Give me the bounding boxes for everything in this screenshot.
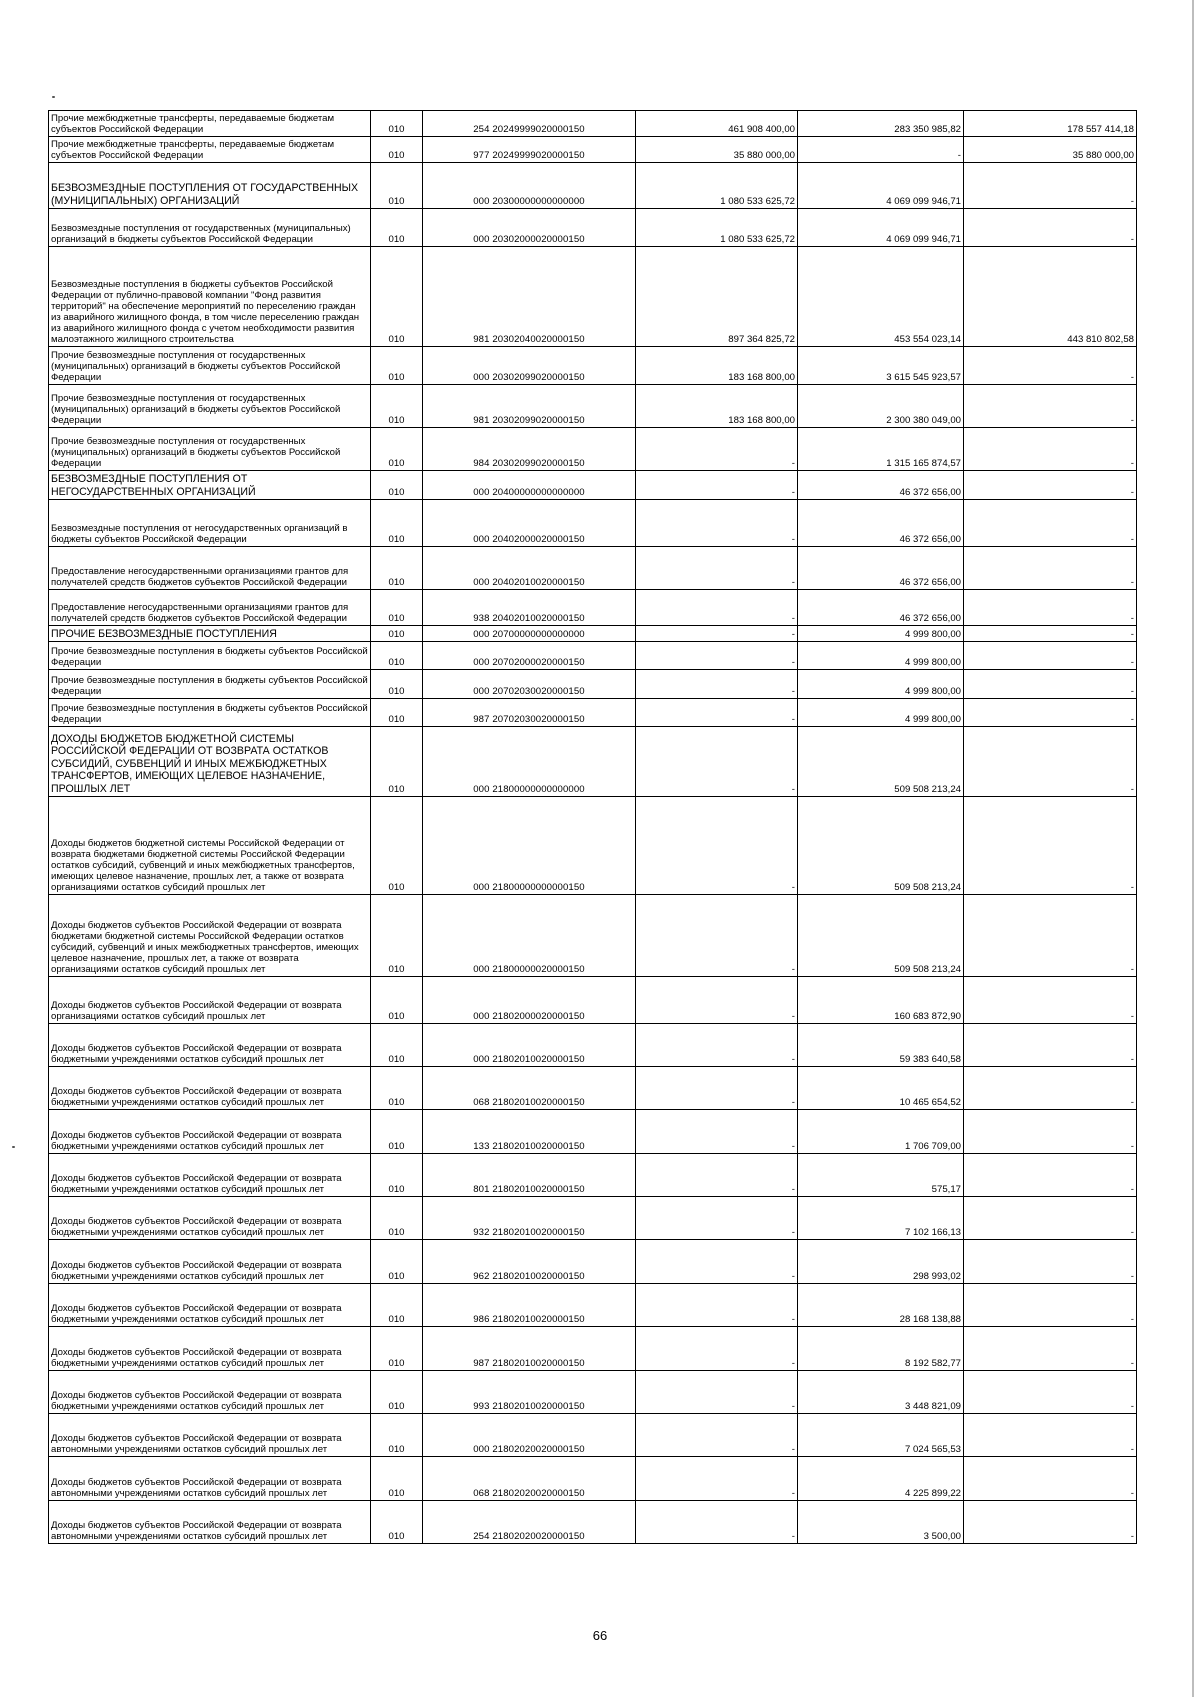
table-row — [49, 590, 1137, 626]
row-value-1-cell: 1 080 533 625,72 — [636, 163, 798, 209]
row-value-1-cell: - — [636, 1371, 798, 1414]
row-budget-code-cell: 000 20302099020000150 — [423, 347, 636, 385]
row-line-code-cell: 010 — [371, 642, 423, 670]
row-name-cell: Безвозмездные поступления от негосударственных организаций в бюджеты субъектов Российской Федерации — [49, 500, 371, 547]
row-value-3-cell: - — [964, 797, 1137, 895]
row-value-2-cell: 7 024 565,53 — [798, 1414, 964, 1457]
row-value-1-cell: - — [636, 428, 798, 471]
row-budget-code-cell: 000 20700000000000000 — [423, 626, 636, 642]
row-value-3-cell: - — [964, 209, 1137, 247]
row-value-1-cell: 183 168 800,00 — [636, 347, 798, 385]
row-value-3-cell: - — [964, 428, 1137, 471]
row-value-3-cell: - — [964, 163, 1137, 209]
row-line-code-cell: 010 — [371, 1154, 423, 1197]
row-value-3-cell: - — [964, 500, 1137, 547]
row-value-3-cell: 35 880 000,00 — [964, 137, 1137, 163]
table-row — [49, 1501, 1137, 1544]
row-value-1-cell: - — [636, 1414, 798, 1457]
row-budget-code-cell: 000 20402000020000150 — [423, 500, 636, 547]
row-line-code-cell: 010 — [371, 428, 423, 471]
row-value-1-cell: - — [636, 1067, 798, 1110]
table-row — [49, 111, 1137, 137]
row-value-1-cell: - — [636, 1501, 798, 1544]
row-value-1-cell: - — [636, 895, 798, 977]
revenue-table — [48, 110, 1137, 1544]
row-value-1-cell: 897 364 825,72 — [636, 247, 798, 347]
table-row — [49, 163, 1137, 209]
row-line-code-cell: 010 — [371, 1284, 423, 1327]
row-budget-code-cell: 000 21800000000000150 — [423, 797, 636, 895]
row-line-code-cell: 010 — [371, 209, 423, 247]
row-name-cell: Доходы бюджетов субъектов Российской Федерации от возврата бюджетными учреждениями остатков субсидий прошлых лет — [49, 1284, 371, 1327]
row-value-3-cell: - — [964, 1414, 1137, 1457]
row-line-code-cell: 010 — [371, 699, 423, 727]
row-value-2-cell: 4 225 899,22 — [798, 1457, 964, 1501]
row-budget-code-cell: 932 21802010020000150 — [423, 1197, 636, 1240]
row-budget-code-cell: 987 21802010020000150 — [423, 1327, 636, 1371]
row-name-cell: Прочие безвозмездные поступления в бюджеты субъектов Российской Федерации — [49, 642, 371, 670]
row-value-2-cell: 46 372 656,00 — [798, 500, 964, 547]
row-value-3-cell: - — [964, 895, 1137, 977]
report-sheet — [48, 110, 1136, 1544]
table-row — [49, 1024, 1137, 1067]
row-line-code-cell: 010 — [371, 1024, 423, 1067]
row-line-code-cell: 010 — [371, 347, 423, 385]
row-value-1-cell: - — [636, 500, 798, 547]
row-value-1-cell: - — [636, 1327, 798, 1371]
scan-speck — [12, 1146, 15, 1148]
row-budget-code-cell: 133 21802010020000150 — [423, 1110, 636, 1154]
row-line-code-cell: 010 — [371, 1327, 423, 1371]
row-value-1-cell: - — [636, 1197, 798, 1240]
row-name-cell: Прочие безвозмездные поступления в бюджеты субъектов Российской Федерации — [49, 670, 371, 699]
row-name-cell: Предоставление негосударственными организациями грантов для получателей средств бюджетов субъектов Российской Федерации — [49, 590, 371, 626]
row-budget-code-cell: 981 20302099020000150 — [423, 385, 636, 428]
table-row — [49, 1371, 1137, 1414]
row-value-2-cell: 1 315 165 874,57 — [798, 428, 964, 471]
row-name-cell: Доходы бюджетов субъектов Российской Федерации от возврата бюджетными учреждениями остатков субсидий прошлых лет — [49, 1024, 371, 1067]
row-value-2-cell: 160 683 872,90 — [798, 977, 964, 1024]
row-value-1-cell: - — [636, 626, 798, 642]
table-row — [49, 1197, 1137, 1240]
row-budget-code-cell: 977 20249999020000150 — [423, 137, 636, 163]
row-value-3-cell: - — [964, 385, 1137, 428]
row-budget-code-cell: 000 20402010020000150 — [423, 547, 636, 590]
table-row — [49, 1327, 1137, 1371]
row-value-1-cell: - — [636, 1110, 798, 1154]
row-line-code-cell: 010 — [371, 163, 423, 209]
row-budget-code-cell: 987 20702030020000150 — [423, 699, 636, 727]
row-value-2-cell: 1 706 709,00 — [798, 1110, 964, 1154]
row-line-code-cell: 010 — [371, 471, 423, 500]
row-name-cell: ПРОЧИЕ БЕЗВОЗМЕЗДНЫЕ ПОСТУПЛЕНИЯ — [49, 626, 371, 642]
row-name-cell: Доходы бюджетов субъектов Российской Федерации от возврата бюджетными учреждениями остатков субсидий прошлых лет — [49, 1110, 371, 1154]
row-line-code-cell: 010 — [371, 626, 423, 642]
table-row — [49, 347, 1137, 385]
row-budget-code-cell: 068 21802010020000150 — [423, 1067, 636, 1110]
row-name-cell: Доходы бюджетов субъектов Российской Федерации от возврата бюджетными учреждениями остатков субсидий прошлых лет — [49, 1154, 371, 1197]
row-name-cell: Прочие безвозмездные поступления в бюджеты субъектов Российской Федерации — [49, 699, 371, 727]
row-value-2-cell: 10 465 654,52 — [798, 1067, 964, 1110]
table-row — [49, 137, 1137, 163]
row-line-code-cell: 010 — [371, 500, 423, 547]
table-row — [49, 699, 1137, 727]
table-row — [49, 1414, 1137, 1457]
row-line-code-cell: 010 — [371, 1501, 423, 1544]
row-value-1-cell: - — [636, 797, 798, 895]
row-value-2-cell: - — [798, 137, 964, 163]
row-line-code-cell: 010 — [371, 1110, 423, 1154]
row-name-cell: Безвозмездные поступления от государственных (муниципальных) организаций в бюджеты субъектов Российской Федерации — [49, 209, 371, 247]
row-name-cell: Безвозмездные поступления в бюджеты субъектов Российской Федерации от публично-правовой компании "Фонд развития территорий" на обеспечение мероприятий по переселению граждан из аварийного жилищного фонда, в том числе переселению граждан из аварийного жилищного фонда с учетом необходимости развития малоэтажного жилищного строительства — [49, 247, 371, 347]
row-value-3-cell: - — [964, 547, 1137, 590]
row-budget-code-cell: 000 20302000020000150 — [423, 209, 636, 247]
row-value-1-cell: - — [636, 977, 798, 1024]
row-line-code-cell: 010 — [371, 727, 423, 797]
table-row — [49, 547, 1137, 590]
table-row — [49, 895, 1137, 977]
row-name-cell: Доходы бюджетов субъектов Российской Федерации от возврата автономными учреждениями остатков субсидий прошлых лет — [49, 1457, 371, 1501]
table-row — [49, 1110, 1137, 1154]
row-value-2-cell: 3 448 821,09 — [798, 1371, 964, 1414]
row-line-code-cell: 010 — [371, 1240, 423, 1284]
row-value-3-cell: - — [964, 977, 1137, 1024]
table-row — [49, 209, 1137, 247]
row-value-1-cell: - — [636, 547, 798, 590]
row-value-1-cell: - — [636, 471, 798, 500]
row-value-3-cell: - — [964, 471, 1137, 500]
row-value-3-cell: - — [964, 1197, 1137, 1240]
table-row — [49, 428, 1137, 471]
table-row — [49, 1154, 1137, 1197]
row-value-2-cell: 298 993,02 — [798, 1240, 964, 1284]
row-value-3-cell: - — [964, 1240, 1137, 1284]
revenue-table-body — [49, 111, 1137, 1544]
table-row — [49, 626, 1137, 642]
row-budget-code-cell: 000 21802020020000150 — [423, 1414, 636, 1457]
row-line-code-cell: 010 — [371, 111, 423, 137]
row-name-cell: Доходы бюджетов субъектов Российской Федерации от возврата бюджетными учреждениями остатков субсидий прошлых лет — [49, 1067, 371, 1110]
scan-edge-line — [1192, 0, 1194, 1697]
row-name-cell: Предоставление негосударственными организациями грантов для получателей средств бюджетов субъектов Российской Федерации — [49, 547, 371, 590]
row-value-3-cell: - — [964, 1371, 1137, 1414]
row-line-code-cell: 010 — [371, 1371, 423, 1414]
row-value-1-cell: - — [636, 590, 798, 626]
row-name-cell: Прочие межбюджетные трансферты, передаваемые бюджетам субъектов Российской Федерации — [49, 111, 371, 137]
table-row — [49, 1240, 1137, 1284]
row-value-3-cell: - — [964, 642, 1137, 670]
row-value-2-cell: 3 615 545 923,57 — [798, 347, 964, 385]
table-row — [49, 1457, 1137, 1501]
row-value-3-cell: - — [964, 1024, 1137, 1067]
row-line-code-cell: 010 — [371, 590, 423, 626]
row-value-2-cell: 4 069 099 946,71 — [798, 163, 964, 209]
row-value-3-cell: - — [964, 1457, 1137, 1501]
row-budget-code-cell: 962 21802010020000150 — [423, 1240, 636, 1284]
row-budget-code-cell: 000 21800000000000000 — [423, 727, 636, 797]
row-name-cell: Доходы бюджетов субъектов Российской Федерации от возврата организациями остатков субсидий прошлых лет — [49, 977, 371, 1024]
row-value-2-cell: 509 508 213,24 — [798, 727, 964, 797]
row-value-2-cell: 509 508 213,24 — [798, 797, 964, 895]
row-line-code-cell: 010 — [371, 137, 423, 163]
row-budget-code-cell: 254 21802020020000150 — [423, 1501, 636, 1544]
row-value-2-cell: 4 069 099 946,71 — [798, 209, 964, 247]
row-budget-code-cell: 000 21802000020000150 — [423, 977, 636, 1024]
row-name-cell: Доходы бюджетов бюджетной системы Российской Федерации от возврата бюджетами бюджетной системы Российской Федерации остатков субсидий, субвенций и иных межбюджетных трансфертов, имеющих целевое назначение, прошлых лет, а также от возврата организациями остатков субсидий прошлых лет — [49, 797, 371, 895]
row-budget-code-cell: 993 21802010020000150 — [423, 1371, 636, 1414]
row-value-1-cell: 183 168 800,00 — [636, 385, 798, 428]
row-value-3-cell: - — [964, 1154, 1137, 1197]
row-name-cell: БЕЗВОЗМЕЗДНЫЕ ПОСТУПЛЕНИЯ ОТ ГОСУДАРСТВЕННЫХ (МУНИЦИПАЛЬНЫХ) ОРГАНИЗАЦИЙ — [49, 163, 371, 209]
row-value-1-cell: - — [636, 1024, 798, 1067]
row-value-2-cell: 4 999 800,00 — [798, 670, 964, 699]
row-value-2-cell: 4 999 800,00 — [798, 699, 964, 727]
table-row — [49, 642, 1137, 670]
row-budget-code-cell: 000 20702030020000150 — [423, 670, 636, 699]
row-value-1-cell: - — [636, 642, 798, 670]
row-budget-code-cell: 984 20302099020000150 — [423, 428, 636, 471]
row-line-code-cell: 010 — [371, 977, 423, 1024]
row-name-cell: Прочие безвозмездные поступления от государственных (муниципальных) организаций в бюджеты субъектов Российской Федерации — [49, 347, 371, 385]
row-value-3-cell: - — [964, 699, 1137, 727]
row-line-code-cell: 010 — [371, 1197, 423, 1240]
row-name-cell: ДОХОДЫ БЮДЖЕТОВ БЮДЖЕТНОЙ СИСТЕМЫ РОССИЙСКОЙ ФЕДЕРАЦИИ ОТ ВОЗВРАТА ОСТАТКОВ СУБСИДИЙ, СУБВЕНЦИЙ И ИНЫХ МЕЖБЮДЖЕТНЫХ ТРАНСФЕРТОВ, ИМЕЮЩИХ ЦЕЛЕВОЕ НАЗНАЧЕНИЕ, ПРОШЛЫХ ЛЕТ — [49, 727, 371, 797]
row-value-1-cell: - — [636, 1457, 798, 1501]
row-value-2-cell: 46 372 656,00 — [798, 547, 964, 590]
row-value-3-cell: - — [964, 1110, 1137, 1154]
row-value-2-cell: 4 999 800,00 — [798, 642, 964, 670]
row-budget-code-cell: 068 21802020020000150 — [423, 1457, 636, 1501]
row-value-3-cell: - — [964, 1067, 1137, 1110]
row-value-1-cell: 35 880 000,00 — [636, 137, 798, 163]
row-value-3-cell: - — [964, 727, 1137, 797]
row-value-2-cell: 453 554 023,14 — [798, 247, 964, 347]
row-line-code-cell: 010 — [371, 385, 423, 428]
row-budget-code-cell: 000 20702000020000150 — [423, 642, 636, 670]
page-number: 66 — [592, 1628, 608, 1643]
row-value-2-cell: 509 508 213,24 — [798, 895, 964, 977]
row-budget-code-cell: 938 20402010020000150 — [423, 590, 636, 626]
row-value-2-cell: 8 192 582,77 — [798, 1327, 964, 1371]
row-name-cell: Доходы бюджетов субъектов Российской Федерации от возврата бюджетными учреждениями остатков субсидий прошлых лет — [49, 1240, 371, 1284]
row-line-code-cell: 010 — [371, 1414, 423, 1457]
row-budget-code-cell: 000 20300000000000000 — [423, 163, 636, 209]
table-row — [49, 727, 1137, 797]
row-value-3-cell: - — [964, 1327, 1137, 1371]
row-value-3-cell: 178 557 414,18 — [964, 111, 1137, 137]
row-value-1-cell: 461 908 400,00 — [636, 111, 798, 137]
row-line-code-cell: 010 — [371, 1457, 423, 1501]
row-name-cell: Доходы бюджетов субъектов Российской Федерации от возврата бюджетными учреждениями остатков субсидий прошлых лет — [49, 1371, 371, 1414]
row-value-3-cell: - — [964, 1501, 1137, 1544]
table-row — [49, 1067, 1137, 1110]
row-line-code-cell: 010 — [371, 547, 423, 590]
table-row — [49, 471, 1137, 500]
row-name-cell: Прочие безвозмездные поступления от государственных (муниципальных) организаций в бюджеты субъектов Российской Федерации — [49, 428, 371, 471]
row-value-2-cell: 28 168 138,88 — [798, 1284, 964, 1327]
row-value-2-cell: 575,17 — [798, 1154, 964, 1197]
row-budget-code-cell: 986 21802010020000150 — [423, 1284, 636, 1327]
table-row — [49, 385, 1137, 428]
row-value-1-cell: - — [636, 1284, 798, 1327]
row-line-code-cell: 010 — [371, 247, 423, 347]
row-budget-code-cell: 254 20249999020000150 — [423, 111, 636, 137]
row-value-2-cell: 46 372 656,00 — [798, 590, 964, 626]
row-value-3-cell: - — [964, 347, 1137, 385]
table-row — [49, 670, 1137, 699]
row-value-1-cell: 1 080 533 625,72 — [636, 209, 798, 247]
row-value-2-cell: 7 102 166,13 — [798, 1197, 964, 1240]
row-name-cell: Доходы бюджетов субъектов Российской Федерации от возврата автономными учреждениями остатков субсидий прошлых лет — [49, 1414, 371, 1457]
row-line-code-cell: 010 — [371, 670, 423, 699]
row-name-cell: Доходы бюджетов субъектов Российской Федерации от возврата бюджетами бюджетной системы Российской Федерации остатков субсидий, субвенций и иных межбюджетных трансфертов, имеющих целевое назначение, прошлых лет, а также от возврата организациями остатков субсидий прошлых лет — [49, 895, 371, 977]
row-value-3-cell: - — [964, 670, 1137, 699]
table-row — [49, 797, 1137, 895]
row-name-cell: Доходы бюджетов субъектов Российской Федерации от возврата автономными учреждениями остатков субсидий прошлых лет — [49, 1501, 371, 1544]
row-line-code-cell: 010 — [371, 797, 423, 895]
row-name-cell: Прочие безвозмездные поступления от государственных (муниципальных) организаций в бюджеты субъектов Российской Федерации — [49, 385, 371, 428]
row-budget-code-cell: 801 21802010020000150 — [423, 1154, 636, 1197]
row-value-2-cell: 59 383 640,58 — [798, 1024, 964, 1067]
row-budget-code-cell: 000 21800000020000150 — [423, 895, 636, 977]
row-name-cell: БЕЗВОЗМЕЗДНЫЕ ПОСТУПЛЕНИЯ ОТ НЕГОСУДАРСТВЕННЫХ ОРГАНИЗАЦИЙ — [49, 471, 371, 500]
table-row — [49, 500, 1137, 547]
row-value-3-cell: 443 810 802,58 — [964, 247, 1137, 347]
row-budget-code-cell: 000 21802010020000150 — [423, 1024, 636, 1067]
row-budget-code-cell: 981 20302040020000150 — [423, 247, 636, 347]
row-value-3-cell: - — [964, 1284, 1137, 1327]
row-value-1-cell: - — [636, 1240, 798, 1284]
row-value-2-cell: 46 372 656,00 — [798, 471, 964, 500]
row-name-cell: Доходы бюджетов субъектов Российской Федерации от возврата бюджетными учреждениями остатков субсидий прошлых лет — [49, 1197, 371, 1240]
row-value-2-cell: 3 500,00 — [798, 1501, 964, 1544]
table-row — [49, 247, 1137, 347]
row-value-3-cell: - — [964, 626, 1137, 642]
row-value-1-cell: - — [636, 670, 798, 699]
row-line-code-cell: 010 — [371, 1067, 423, 1110]
row-name-cell: Доходы бюджетов субъектов Российской Федерации от возврата бюджетными учреждениями остатков субсидий прошлых лет — [49, 1327, 371, 1371]
row-value-1-cell: - — [636, 699, 798, 727]
row-value-2-cell: 4 999 800,00 — [798, 626, 964, 642]
row-value-1-cell: - — [636, 1154, 798, 1197]
row-value-2-cell: 2 300 380 049,00 — [798, 385, 964, 428]
table-row — [49, 977, 1137, 1024]
row-name-cell: Прочие межбюджетные трансферты, передаваемые бюджетам субъектов Российской Федерации — [49, 137, 371, 163]
row-value-2-cell: 283 350 985,82 — [798, 111, 964, 137]
row-value-3-cell: - — [964, 590, 1137, 626]
row-budget-code-cell: 000 20400000000000000 — [423, 471, 636, 500]
scan-speck — [52, 96, 55, 98]
row-value-1-cell: - — [636, 727, 798, 797]
row-line-code-cell: 010 — [371, 895, 423, 977]
table-row — [49, 1284, 1137, 1327]
